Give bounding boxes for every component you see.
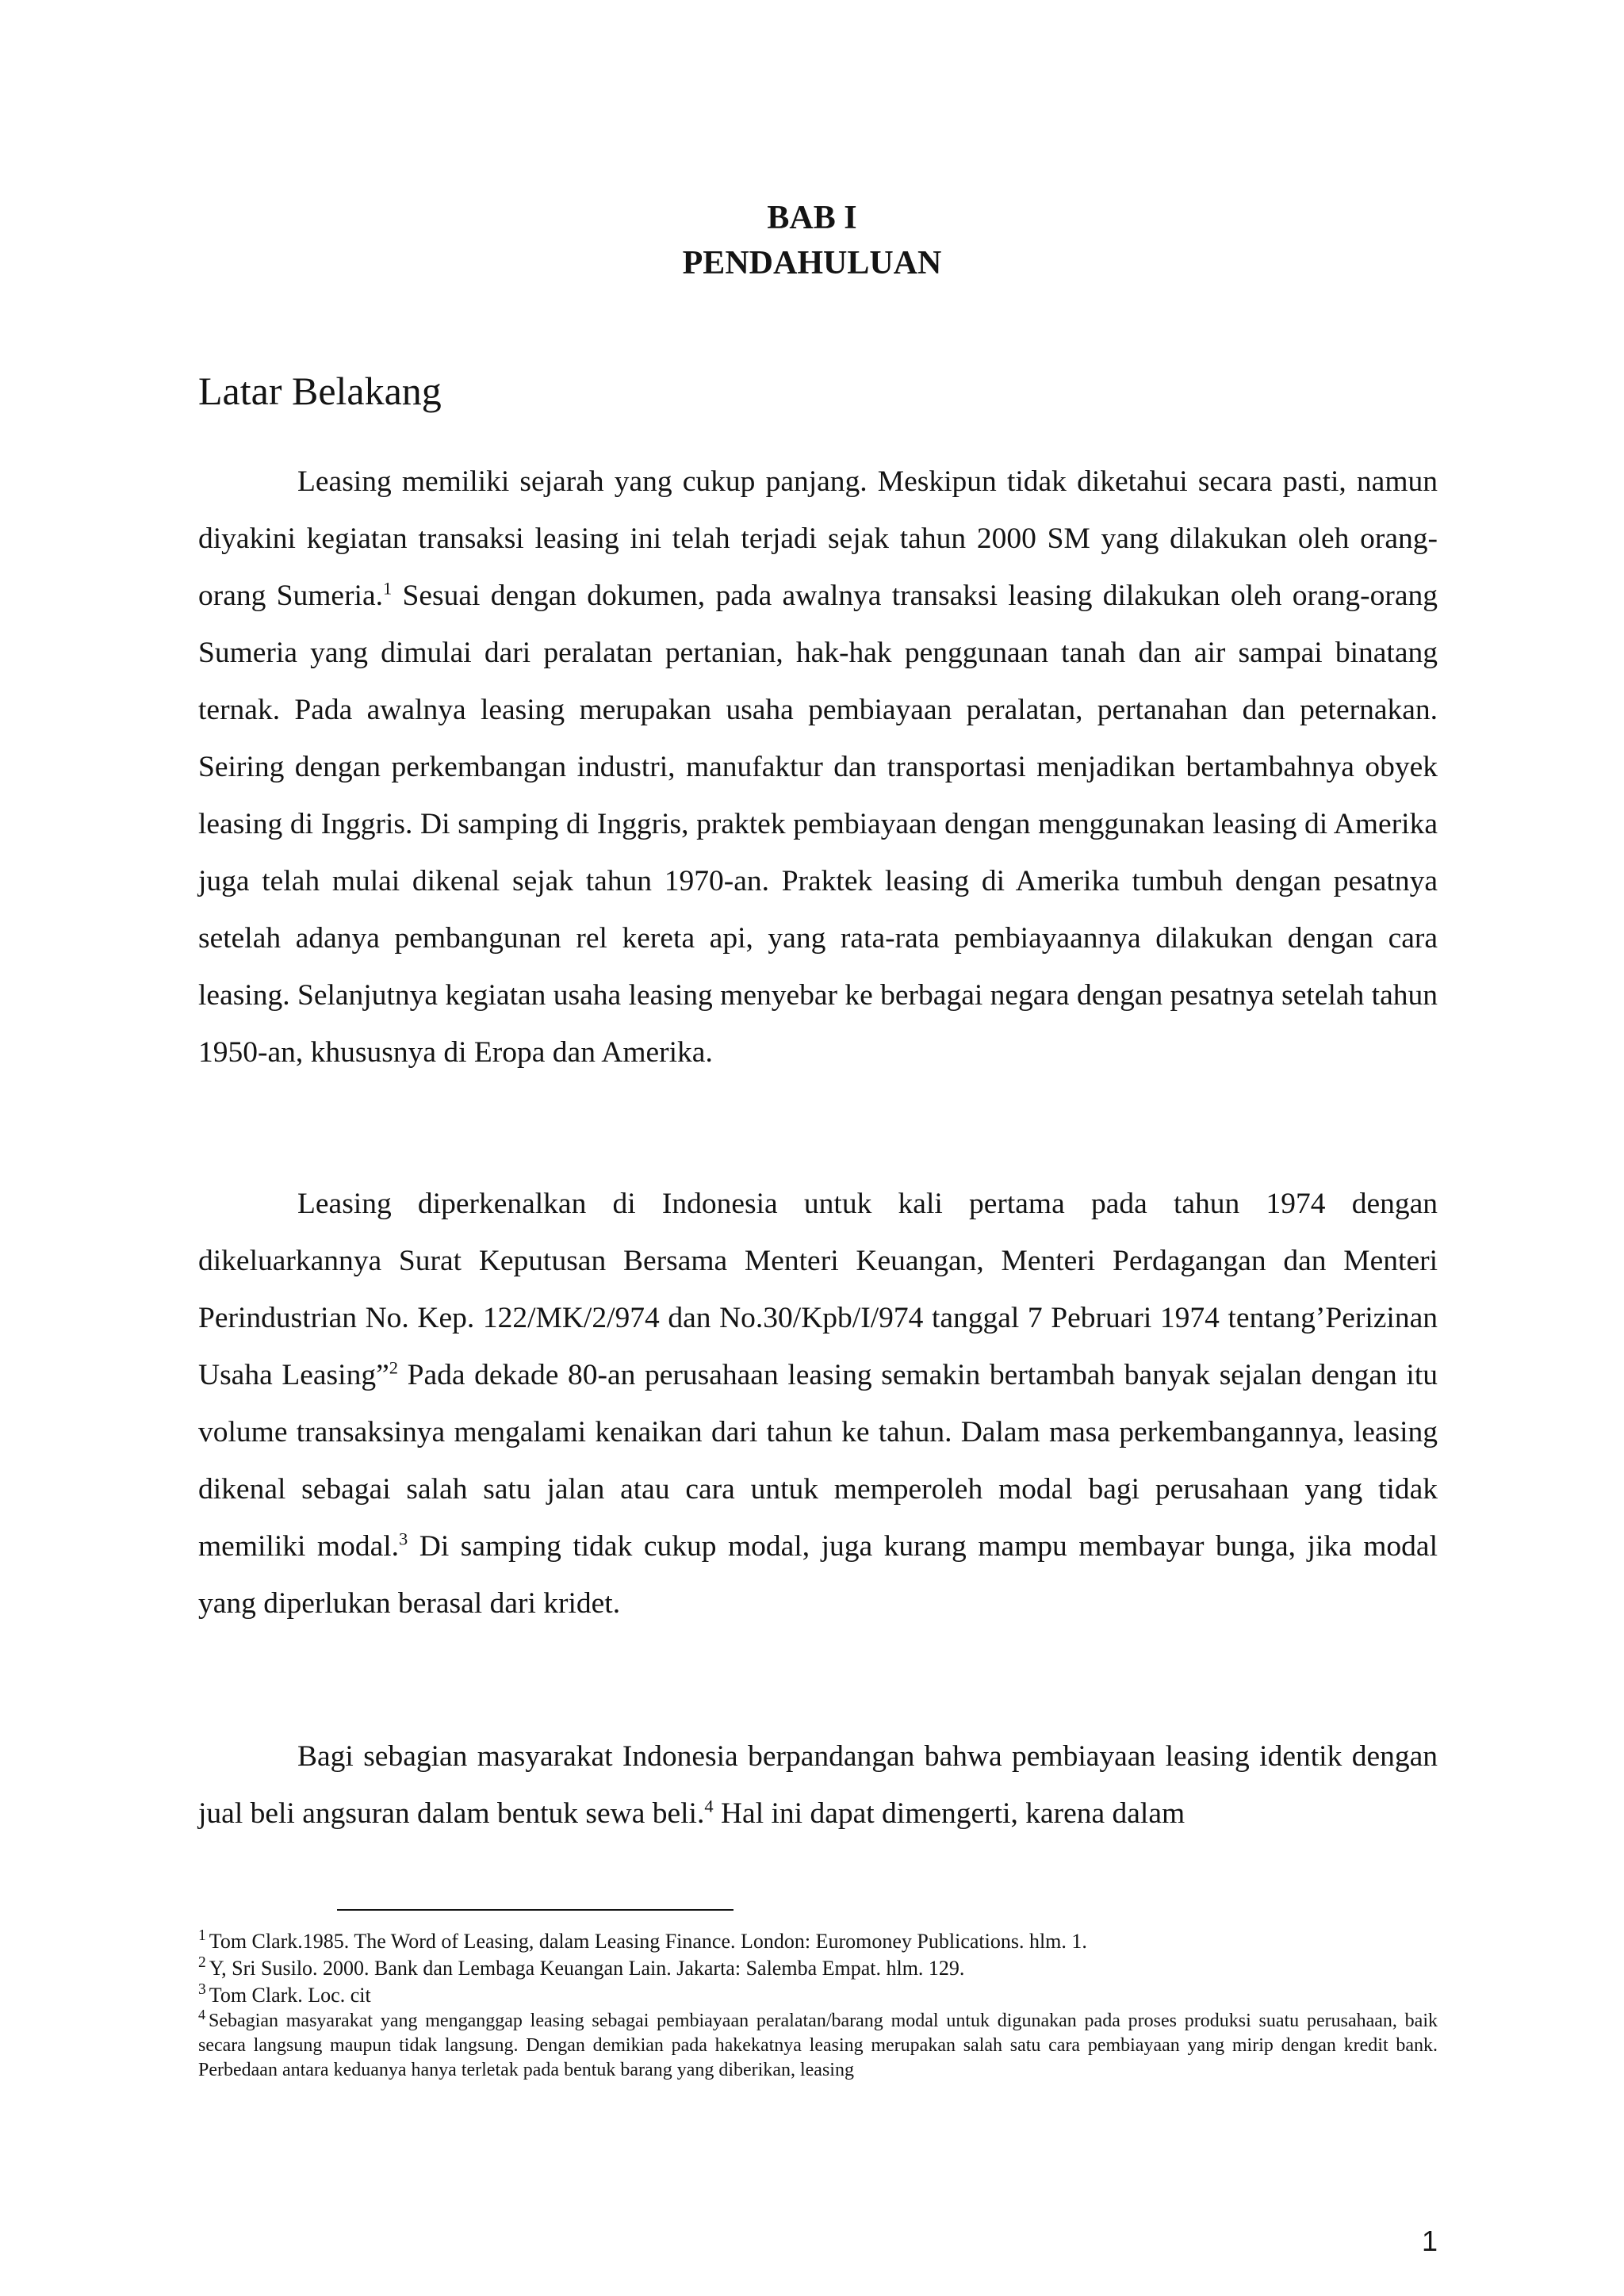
footnote-4 <box>198 2009 1438 2083</box>
paragraph-2-text-a: Leasing diperkenalkan di Indonesia untuk kali pertama pada tahun 1974 dengan dikeluarkannya Surat Keputusan Bersama Menteri Keuangan, Menteri Perdagangan dan Menteri Perindustrian No. Kep. 122/MK/2/974 dan No.30/Kpb/I/974 tanggal 7 Pebruari 1974 tentang’Perizinan Usaha Leasing” <box>198 1188 1438 1391</box>
footnote-3 <box>198 1982 1438 2009</box>
section-heading: Latar Belakang <box>198 369 442 413</box>
paragraph-2-text-b: Pada dekade 80-an perusahaan leasing semakin bertambah banyak sejalan dengan itu volume transaksinya mengalami kenaikan dari tahun ke tahun. Dalam masa perkembangannya, leasing dikenal sebagai salah satu jalan atau cara untuk memperoleh modal bagi perusahaan yang tidak memiliki modal. <box>198 1359 1438 1563</box>
footnote-separator <box>337 1909 733 1911</box>
footnote-ref-1: 1 <box>383 578 393 599</box>
footnote-ref-3: 3 <box>399 1529 408 1549</box>
paragraph-3-text-a: Bagi sebagian masyarakat Indonesia berpandangan bahwa pembiayaan leasing identik dengan jual beli angsuran dalam bentuk sewa beli. <box>198 1740 1438 1830</box>
paragraph-2 <box>198 1176 1438 1632</box>
footnotes <box>198 1928 1438 2083</box>
footnote-1 <box>198 1928 1438 1955</box>
footnote-mark: 1 <box>198 1927 206 1945</box>
footnote-text: Tom Clark.1985. The Word of Leasing, dalam Leasing Finance. London: Euromoney Publications. hlm. 1. <box>209 1930 1087 1953</box>
footnote-text: Tom Clark. Loc. cit <box>209 1984 371 2007</box>
page-number: 1 <box>1421 2225 1438 2257</box>
paragraph-3-text-b: Hal ini dapat dimengerti, karena dalam <box>713 1797 1185 1830</box>
footnote-mark: 3 <box>198 1981 206 1999</box>
footnote-text: Sebagian masyarakat yang menganggap leasing sebagai pembiayaan peralatan/barang modal untuk digunakan pada proses produksi suatu perusahaan, baik secara langsung maupun tidak langsung. Dengan demikian pada hakekatnya leasing merupakan salah satu cara pembiayaan yang mirip dengan kredit bank. Perbedaan antara keduanya hanya terletak pada bentuk barang yang diberikan, leasing <box>198 2011 1438 2080</box>
paragraph-1-text-b: Sesuai dengan dokumen, pada awalnya transaksi leasing dilakukan oleh orang-orang Sumeria yang dimulai dari peralatan pertanian, hak-hak penggunaan tanah dan air sampai binatang ternak. Pada awalnya leasing merupakan usaha pembiayaan peralatan, pertanahan dan peternakan. Seiring dengan perkembangan industri, manufaktur dan transportasi menjadikan bertambahnya obyek leasing di Inggris. Di samping di Inggris, praktek pembiayaan dengan menggunakan leasing di Amerika juga telah mulai dikenal sejak tahun 1970-an. Praktek leasing di Amerika tumbuh dengan pesatnya setelah adanya pembangunan rel kereta api, yang rata-rata pembiayaannya dilakukan dengan cara leasing. Selanjutnya kegiatan usaha leasing menyebar ke berbagai negara dengan pesatnya setelah tahun 1950-an, khususnya di Eropa dan Amerika. <box>198 580 1438 1069</box>
footnote-mark: 4 <box>198 2007 205 2022</box>
footnote-text: Y, Sri Susilo. 2000. Bank dan Lembaga Keuangan Lain. Jakarta: Salemba Empat. hlm. 129. <box>209 1957 965 1980</box>
footnote-ref-4: 4 <box>704 1796 714 1816</box>
paragraph-1-text-a: Leasing memiliki sejarah yang cukup panjang. Meskipun tidak diketahui secara pasti, namun diyakini kegiatan transaksi leasing ini telah terjadi sejak tahun 2000 SM yang dilakukan oleh orang-orang Sumeria. <box>198 465 1438 612</box>
footnote-2 <box>198 1955 1438 1982</box>
footnote-mark: 2 <box>198 1954 206 1972</box>
chapter-number: BAB I <box>767 200 857 236</box>
paragraph-2-text-c: Di samping tidak cukup modal, juga kurang mampu membayar bunga, jika modal yang diperlukan berasal dari kridet. <box>198 1530 1438 1620</box>
paragraph-3 <box>198 1728 1438 1843</box>
paragraph-1 <box>198 453 1438 1081</box>
footnote-ref-2: 2 <box>389 1357 398 1378</box>
chapter-title: PENDAHULUAN <box>682 245 942 281</box>
